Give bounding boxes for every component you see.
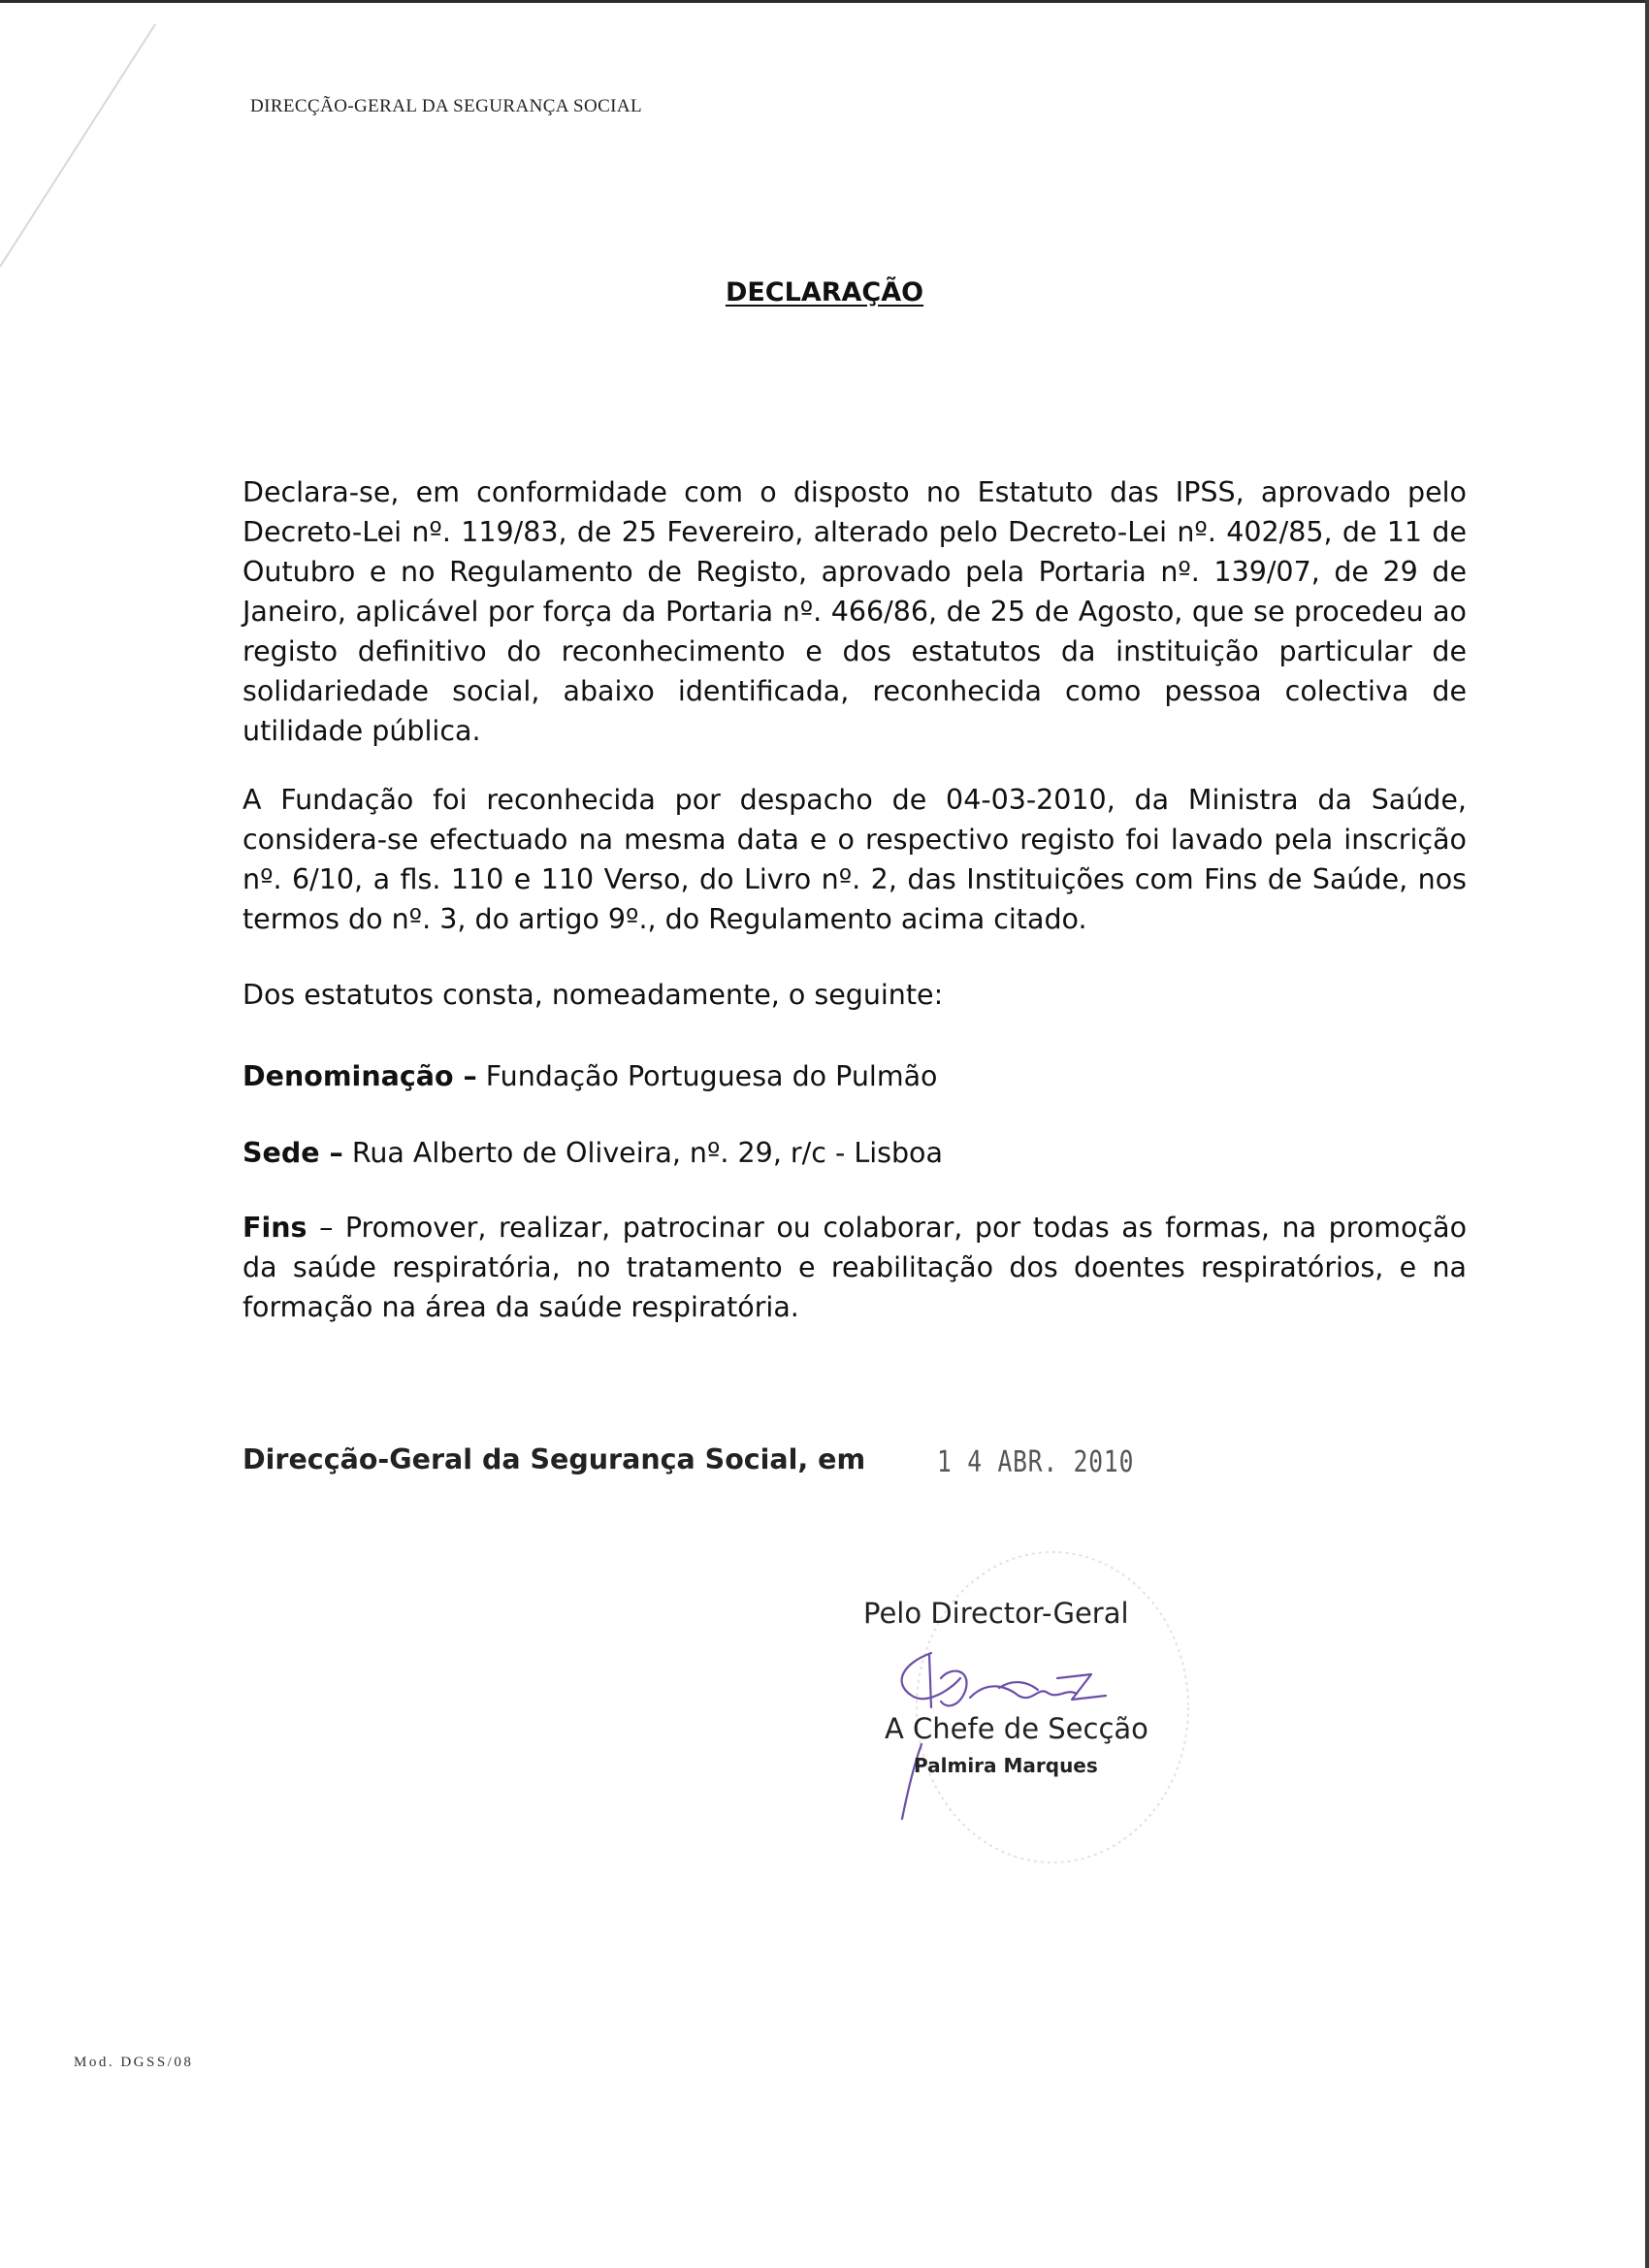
body-paragraph-3: Dos estatutos consta, nomeadamente, o seguinte: (242, 979, 944, 1011)
field-fins (242, 1208, 1467, 1327)
field-label: Denominação – (242, 1060, 477, 1092)
signatory-name: Palmira Marques (914, 1754, 1098, 1777)
closing-place-line: Direcção-Geral da Segurança Social, em (242, 1443, 866, 1475)
body-paragraph-1: Declara-se, em conformidade com o disposto no Estatuto das IPSS, aprovado pelo Decreto-Lei nº. 119/83, de 25 Fevereiro, alterado pelo Decreto-Lei nº. 402/85, de 11 de Outubro e no Regulamento de Registo, aprovado pela Portaria nº. 139/07, de 29 de Janeiro, aplicável por força da Portaria nº. 466/86, de 25 de Agosto, que se procedeu ao registo definitivo do reconhecimento e dos estatutos da instituição particular de solidariedade social, abaixo identificada, reconhecida como pessoa colectiva de utilidade pública. (242, 476, 1467, 747)
scan-border-right (1645, 0, 1649, 2268)
form-code: Mod. DGSS/08 (74, 2055, 194, 2070)
signature-role: Pelo Director-Geral (863, 1597, 1129, 1630)
field-value: Rua Alberto de Oliveira, nº. 29, r/c - Lisboa (351, 1137, 943, 1169)
body-paragraph-2: A Fundação foi reconhecida por despacho de 04-03-2010, da Ministra da Saúde, considera-se efectuado na mesma data e o respectivo registo foi lavado pela inscrição nº. 6/10, a fls. 110 e 110 Verso, do Livro nº. 2, das Instituições com Fins de Saúde, nos termos do nº. 3, do artigo 9º., do Regulamento acima citado. (242, 784, 1467, 935)
field-sede (242, 1133, 1467, 1173)
field-label: Sede – (242, 1137, 343, 1169)
field-denominacao (242, 1056, 1467, 1096)
document-title: DECLARAÇÃO (725, 277, 924, 308)
signature-title: A Chefe de Secção (885, 1712, 1148, 1745)
field-value: – Promover, realizar, patrocinar ou colaborar, por todas as formas, na promoção da saúde respiratória, no tratamento e reabilitação dos doentes respiratórios, e na formação na área da saúde respiratória. (242, 1212, 1468, 1323)
field-value: Fundação Portuguesa do Pulmão (485, 1060, 938, 1092)
date-stamp: 1 4 ABR. 2010 (937, 1445, 1135, 1479)
scan-border-top (0, 0, 1649, 3)
header-institution: DIRECÇÃO-GERAL DA SEGURANÇA SOCIAL (250, 96, 642, 116)
field-label: Fins (242, 1212, 307, 1244)
